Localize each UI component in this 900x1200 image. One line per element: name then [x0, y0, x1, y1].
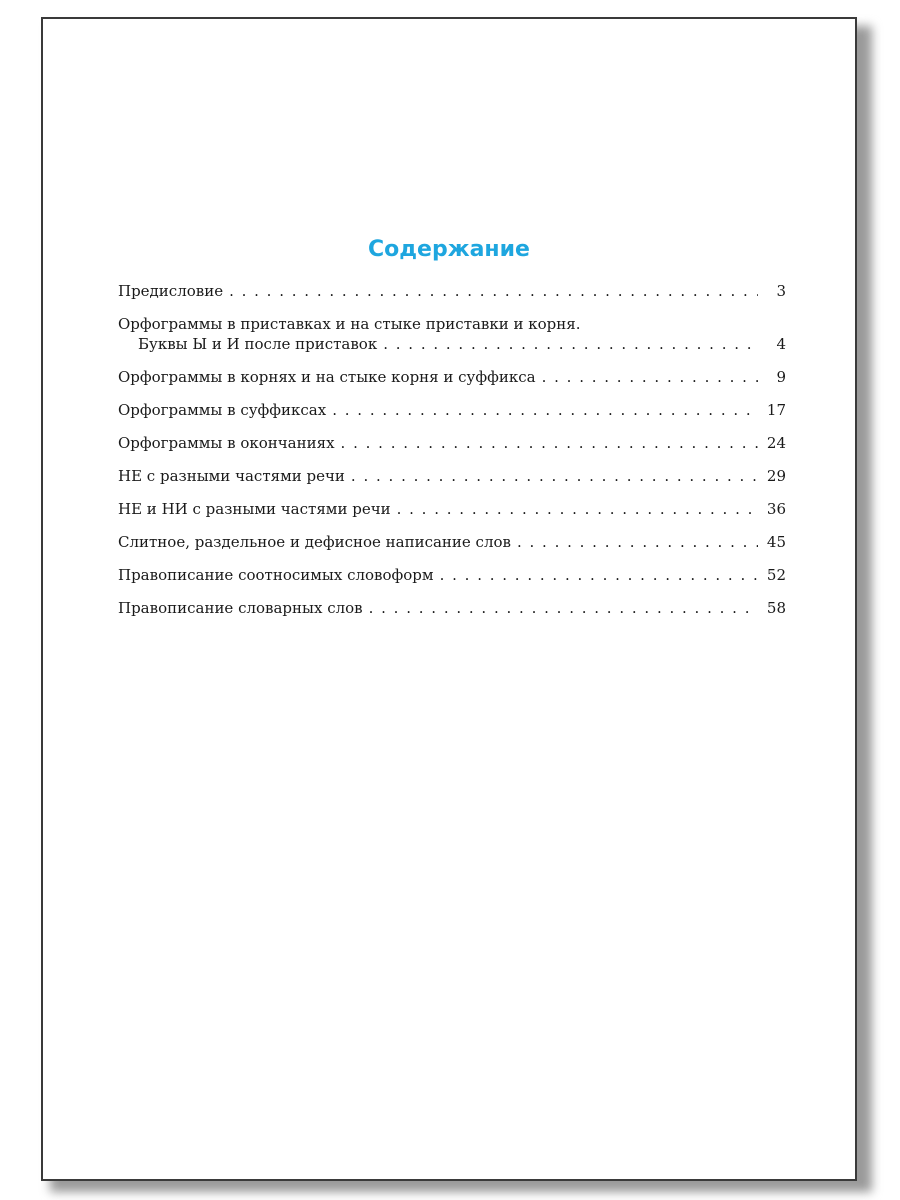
- toc-entry-label: НЕ с разными частями речи: [118, 467, 345, 485]
- dot-leader: [229, 281, 758, 301]
- toc-entry-page: 58: [766, 599, 786, 617]
- toc-entry-page: 17: [766, 401, 786, 419]
- toc-entry-label: Орфограммы в суффиксах: [118, 401, 327, 419]
- dot-leader: [397, 499, 758, 519]
- toc-entry-label: НЕ и НИ с разными частями речи: [118, 500, 391, 518]
- toc-entry-spelling-joint[interactable]: [118, 532, 786, 552]
- toc-entry-label: Орфограммы в окончаниях: [118, 434, 335, 452]
- toc-entry-ne-ni[interactable]: [118, 499, 786, 519]
- toc-entry-wordforms[interactable]: [118, 565, 786, 585]
- toc-entry-label: Слитное, раздельное и дефисное написание слов: [118, 533, 511, 551]
- table-of-contents: [118, 281, 786, 631]
- toc-entry-label: Буквы Ы и И после приставок: [138, 335, 378, 353]
- toc-entry-label: Правописание соотносимых словоформ: [118, 566, 434, 584]
- dot-leader: [542, 367, 758, 387]
- dot-leader: [351, 466, 758, 486]
- dot-leader: [440, 565, 758, 585]
- toc-entry-ne[interactable]: [118, 466, 786, 486]
- dot-leader: [341, 433, 758, 453]
- toc-entry-page: 52: [766, 566, 786, 584]
- dot-leader: [332, 400, 758, 420]
- toc-entry-page: 4: [776, 335, 786, 353]
- toc-entry-roots[interactable]: [118, 367, 786, 387]
- toc-entry-page: 45: [766, 533, 786, 551]
- dot-leader: [383, 334, 758, 354]
- dot-leader: [517, 532, 758, 552]
- toc-entry-page: 24: [766, 434, 786, 452]
- toc-entry-label: Правописание словарных слов: [118, 599, 363, 617]
- toc-entry-preface[interactable]: [118, 281, 786, 301]
- toc-entry-label: Орфограммы в корнях и на стыке корня и суффикса: [118, 368, 536, 386]
- toc-entry-page: 36: [766, 500, 786, 518]
- toc-entry-prefixes[interactable]: [118, 314, 786, 354]
- toc-entry-label-line1: Орфограммы в приставках и на стыке приставки и корня.: [118, 315, 581, 333]
- toc-entry-suffixes[interactable]: [118, 400, 786, 420]
- toc-entry-endings[interactable]: [118, 433, 786, 453]
- toc-entry-dictionary-words[interactable]: [118, 598, 786, 618]
- toc-entry-page: 29: [766, 467, 786, 485]
- toc-entry-label: Предисловие: [118, 282, 224, 300]
- toc-title: Содержание: [368, 237, 530, 262]
- toc-entry-page: 3: [776, 282, 786, 300]
- dot-leader: [369, 598, 758, 618]
- document-page: [41, 17, 857, 1181]
- toc-entry-page: 9: [776, 368, 786, 386]
